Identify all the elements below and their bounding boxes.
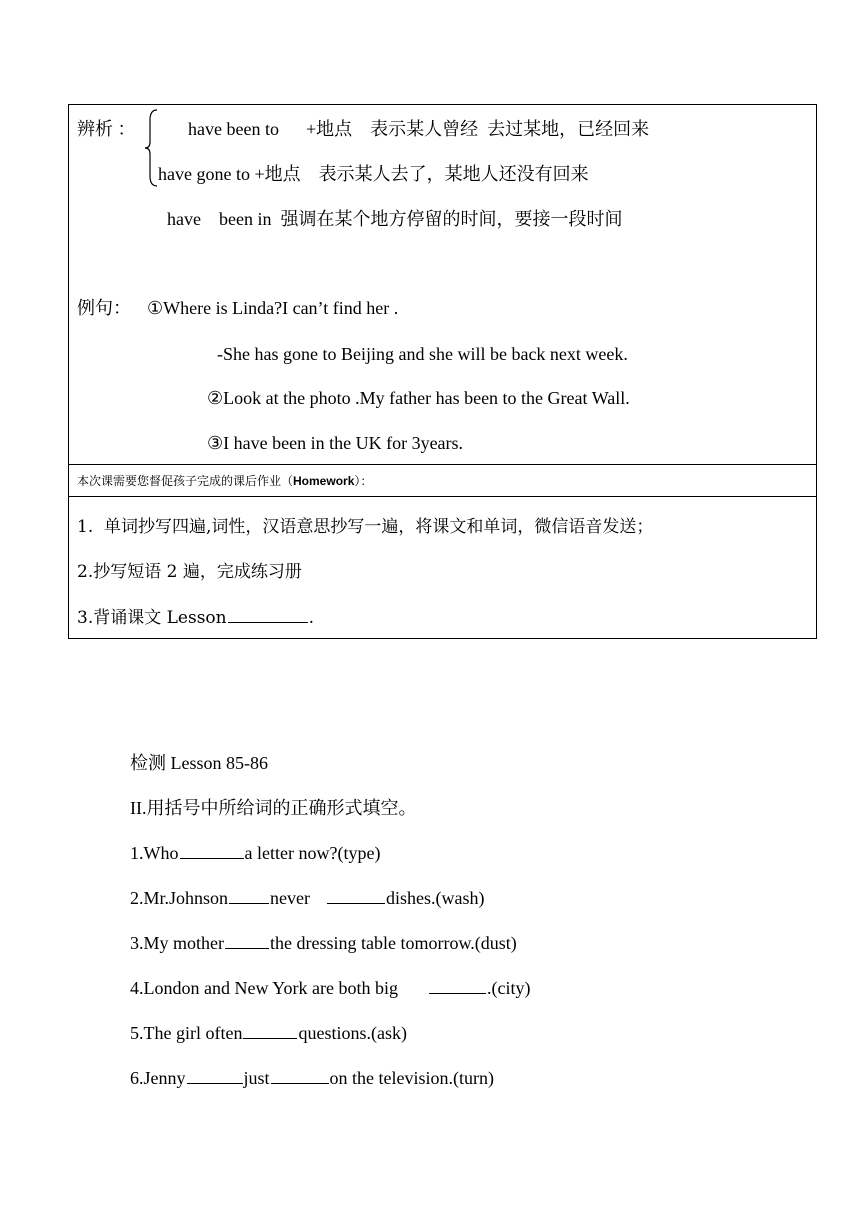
analysis-line-gone-to: have gone to +地点 表示某人去了，某地人还没有回来 — [158, 164, 589, 184]
homework-header — [77, 473, 372, 489]
q6-text-c: on the television.(turn) — [329, 1068, 494, 1088]
q5-text-a: 5.The girl often — [130, 1023, 243, 1043]
example-3: ③I have been in the UK for 3years. — [207, 433, 464, 453]
q6-text-a: 6.Jenny — [130, 1068, 186, 1088]
analysis-label: 辨析 ： — [77, 119, 136, 139]
example-1: ①Where is Linda?I can’t find her . — [147, 298, 399, 318]
analysis-line-been-to: have been to +地点 表示某人曾经 去过某地，已经回来 — [188, 119, 650, 139]
q3-text-b: the dressing table tomorrow.(dust) — [270, 933, 517, 953]
q2-text-a: 2.Mr.Johnson — [130, 888, 229, 908]
example-1-reply: -She has gone to Beijing and she will be back next week. — [217, 344, 628, 364]
question-5 — [130, 1022, 407, 1044]
test-instruction: II.用括号中所给词的正确形式填空。 — [130, 798, 417, 818]
q5-blank[interactable] — [243, 1037, 297, 1039]
homework-item-2: 2.抄写短语 2 遍，完成练习册 — [77, 562, 302, 582]
homework-lesson-blank[interactable] — [228, 621, 308, 623]
q2-blank-1[interactable] — [229, 902, 269, 904]
q6-blank-2[interactable] — [271, 1082, 329, 1084]
q2-blank-2[interactable] — [327, 902, 385, 904]
left-brace — [143, 108, 159, 188]
question-3 — [130, 932, 517, 954]
example-2: ②Look at the photo .My father has been to the Great Wall. — [207, 388, 630, 408]
q2-text-b: never — [270, 888, 310, 908]
divider-homework-header-top — [68, 464, 817, 465]
q1-text-b: a letter now?(type) — [244, 843, 381, 863]
homework-item-3-text: 3.背诵课文 Lesson — [77, 608, 227, 628]
divider-homework-header-bottom — [68, 496, 817, 497]
homework-header-bold: Homework — [293, 474, 355, 488]
homework-item-1: 1. 单词抄写四遍,词性，汉语意思抄写一遍，将课文和单词，微信语音发送； — [77, 517, 654, 537]
question-1 — [130, 842, 380, 864]
examples-label: 例句： — [77, 298, 131, 318]
q2-text-c: dishes.(wash) — [386, 888, 485, 908]
q5-text-b: questions.(ask) — [298, 1023, 407, 1043]
q4-text-a: 4.London and New York are both big — [130, 978, 398, 998]
q3-blank[interactable] — [225, 947, 269, 949]
question-4 — [130, 977, 530, 999]
q6-text-b: just — [243, 1068, 270, 1088]
homework-header-suffix: ）： — [354, 474, 373, 488]
question-2 — [130, 887, 484, 909]
homework-header-prefix: 本次课需要您督促孩子完成的课后作业（ — [77, 474, 294, 488]
homework-item-3 — [77, 603, 314, 628]
q3-text-a: 3.My mother — [130, 933, 224, 953]
q4-blank[interactable] — [429, 992, 486, 994]
question-6 — [130, 1067, 494, 1089]
analysis-line-been-in: have been in 强调在某个地方停留的时间，要接一段时间 — [167, 209, 623, 229]
homework-item-3-end: . — [308, 608, 315, 628]
q1-text-a: 1.Who — [130, 843, 179, 863]
q4-text-b: .(city) — [486, 978, 531, 998]
q6-blank-1[interactable] — [187, 1082, 243, 1084]
q1-blank[interactable] — [180, 857, 244, 859]
test-title: 检测 Lesson 85-86 — [130, 753, 268, 773]
